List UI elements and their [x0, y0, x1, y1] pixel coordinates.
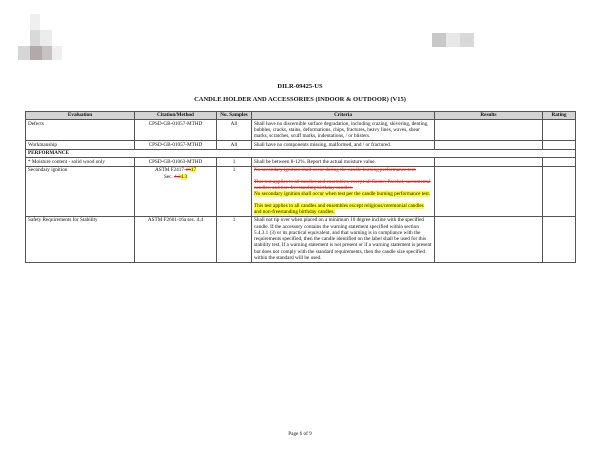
evaluation-cell: Secondary ignition [26, 166, 135, 216]
citation-inserted-year: 17 [190, 167, 197, 174]
criteria-cell: Shall be between 8-12%. Report the actual moisture value. [252, 158, 435, 166]
table-row-workmanship [26, 141, 576, 149]
page-number: Page 6 of 9 [288, 431, 312, 437]
citation-cell: ASTM F2601-16a sec. 4.4 [135, 216, 217, 262]
samples-cell: 1 [217, 158, 252, 166]
citation-cell: CPSD-GB-01057-MTHD [135, 120, 217, 141]
citation-cell: CPSD-GB-01057-MTHD [135, 141, 217, 149]
results-cell [435, 166, 543, 216]
results-cell [435, 158, 543, 166]
document-id: DILR-09425-US [277, 83, 323, 90]
evaluation-cell: * Moisture content - solid wood only [26, 158, 135, 166]
column-header-criteria: Criteria [252, 112, 435, 120]
samples-cell: 1 [217, 166, 252, 216]
criteria-cell [252, 166, 435, 216]
results-cell [435, 141, 543, 149]
column-header-samples: No. Samples [217, 112, 252, 120]
section-label: PERFORMANCE [26, 149, 576, 157]
citation-section-prefix: Sec. [163, 173, 175, 180]
samples-cell: All [217, 141, 252, 149]
citation-deleted-section: 4.2 [174, 173, 181, 180]
citation-cell: CPSD-GB-01063-MTHD [135, 158, 217, 166]
citation-inserted-section: 4.3 [180, 173, 188, 180]
column-header-rating: Rating [543, 112, 576, 120]
evaluation-cell: Safety Requirements for Stability [26, 216, 135, 262]
rating-cell [543, 158, 576, 166]
samples-cell: 1 [217, 216, 252, 262]
column-header-results: Results [435, 112, 543, 120]
rating-cell [543, 166, 576, 216]
results-cell [435, 216, 543, 262]
results-cell [435, 120, 543, 141]
rating-cell [543, 120, 576, 141]
table-row-stability [26, 216, 576, 262]
citation-deleted-year: 16 [185, 167, 191, 174]
column-header-citation: Citation/Method [135, 112, 217, 120]
rating-cell [543, 141, 576, 149]
evaluation-cell: Workmanship [26, 141, 135, 149]
column-header-evaluation: Evaluation [26, 112, 135, 120]
document-title: CANDLE HOLDER AND ACCESSORIES (INDOOR & OUTDOOR) (V15) [194, 96, 406, 103]
criteria-deleted-text: This test applies to all candles and ensembles, except all Easter, Paschal, sacramental candles, and non-freestanding birthday candles. [254, 178, 431, 191]
rating-cell [543, 216, 576, 262]
citation-cell [135, 166, 217, 216]
criteria-cell: Shall have no components missing, malformed, and / or fractured. [252, 141, 435, 149]
section-row-performance [26, 149, 576, 157]
specification-table [25, 111, 576, 263]
citation-prefix: ASTM F2417- [154, 167, 186, 174]
criteria-inserted-text: This test applies to all candles and ensembles except religious/ceremonial candles and non-freestanding birthday candles. [254, 202, 424, 215]
samples-cell: All [217, 120, 252, 141]
table-row-defects [26, 120, 576, 141]
criteria-inserted-text: No secondary ignition shall occur when test per the candle burning performance test. [254, 191, 431, 198]
criteria-cell: Shall not tip over when placed on a minimum 10 degree incline with the specified candle. If the accessory contains the warning statement specified within section 5.4.3.1 (3) or its practical equivalent, and that warning is in compliance with the requirements specified, then the candle identified on the label shall be used for this stability test. If a warning statement is not present or if a warning statement is present but does not comply with the standard requirements, then the candle size specified within the standard will be used. [252, 216, 435, 262]
table-header-row [26, 112, 576, 120]
criteria-cell: Shall have no discernible surface degradation, including crazing, shivering, denting, bubbles, cracks, stains, deformations, chips, fractures, heavy lines, waves, shear marks, scratches, scuff marks, indentations, / or blisters. [252, 120, 435, 141]
table-row-moisture [26, 158, 576, 166]
table-row-secondary-ignition [26, 166, 576, 216]
evaluation-cell: Defects [26, 120, 135, 141]
criteria-deleted-text: No secondary ignition shall occur during the candle burning performance test. [254, 167, 417, 174]
